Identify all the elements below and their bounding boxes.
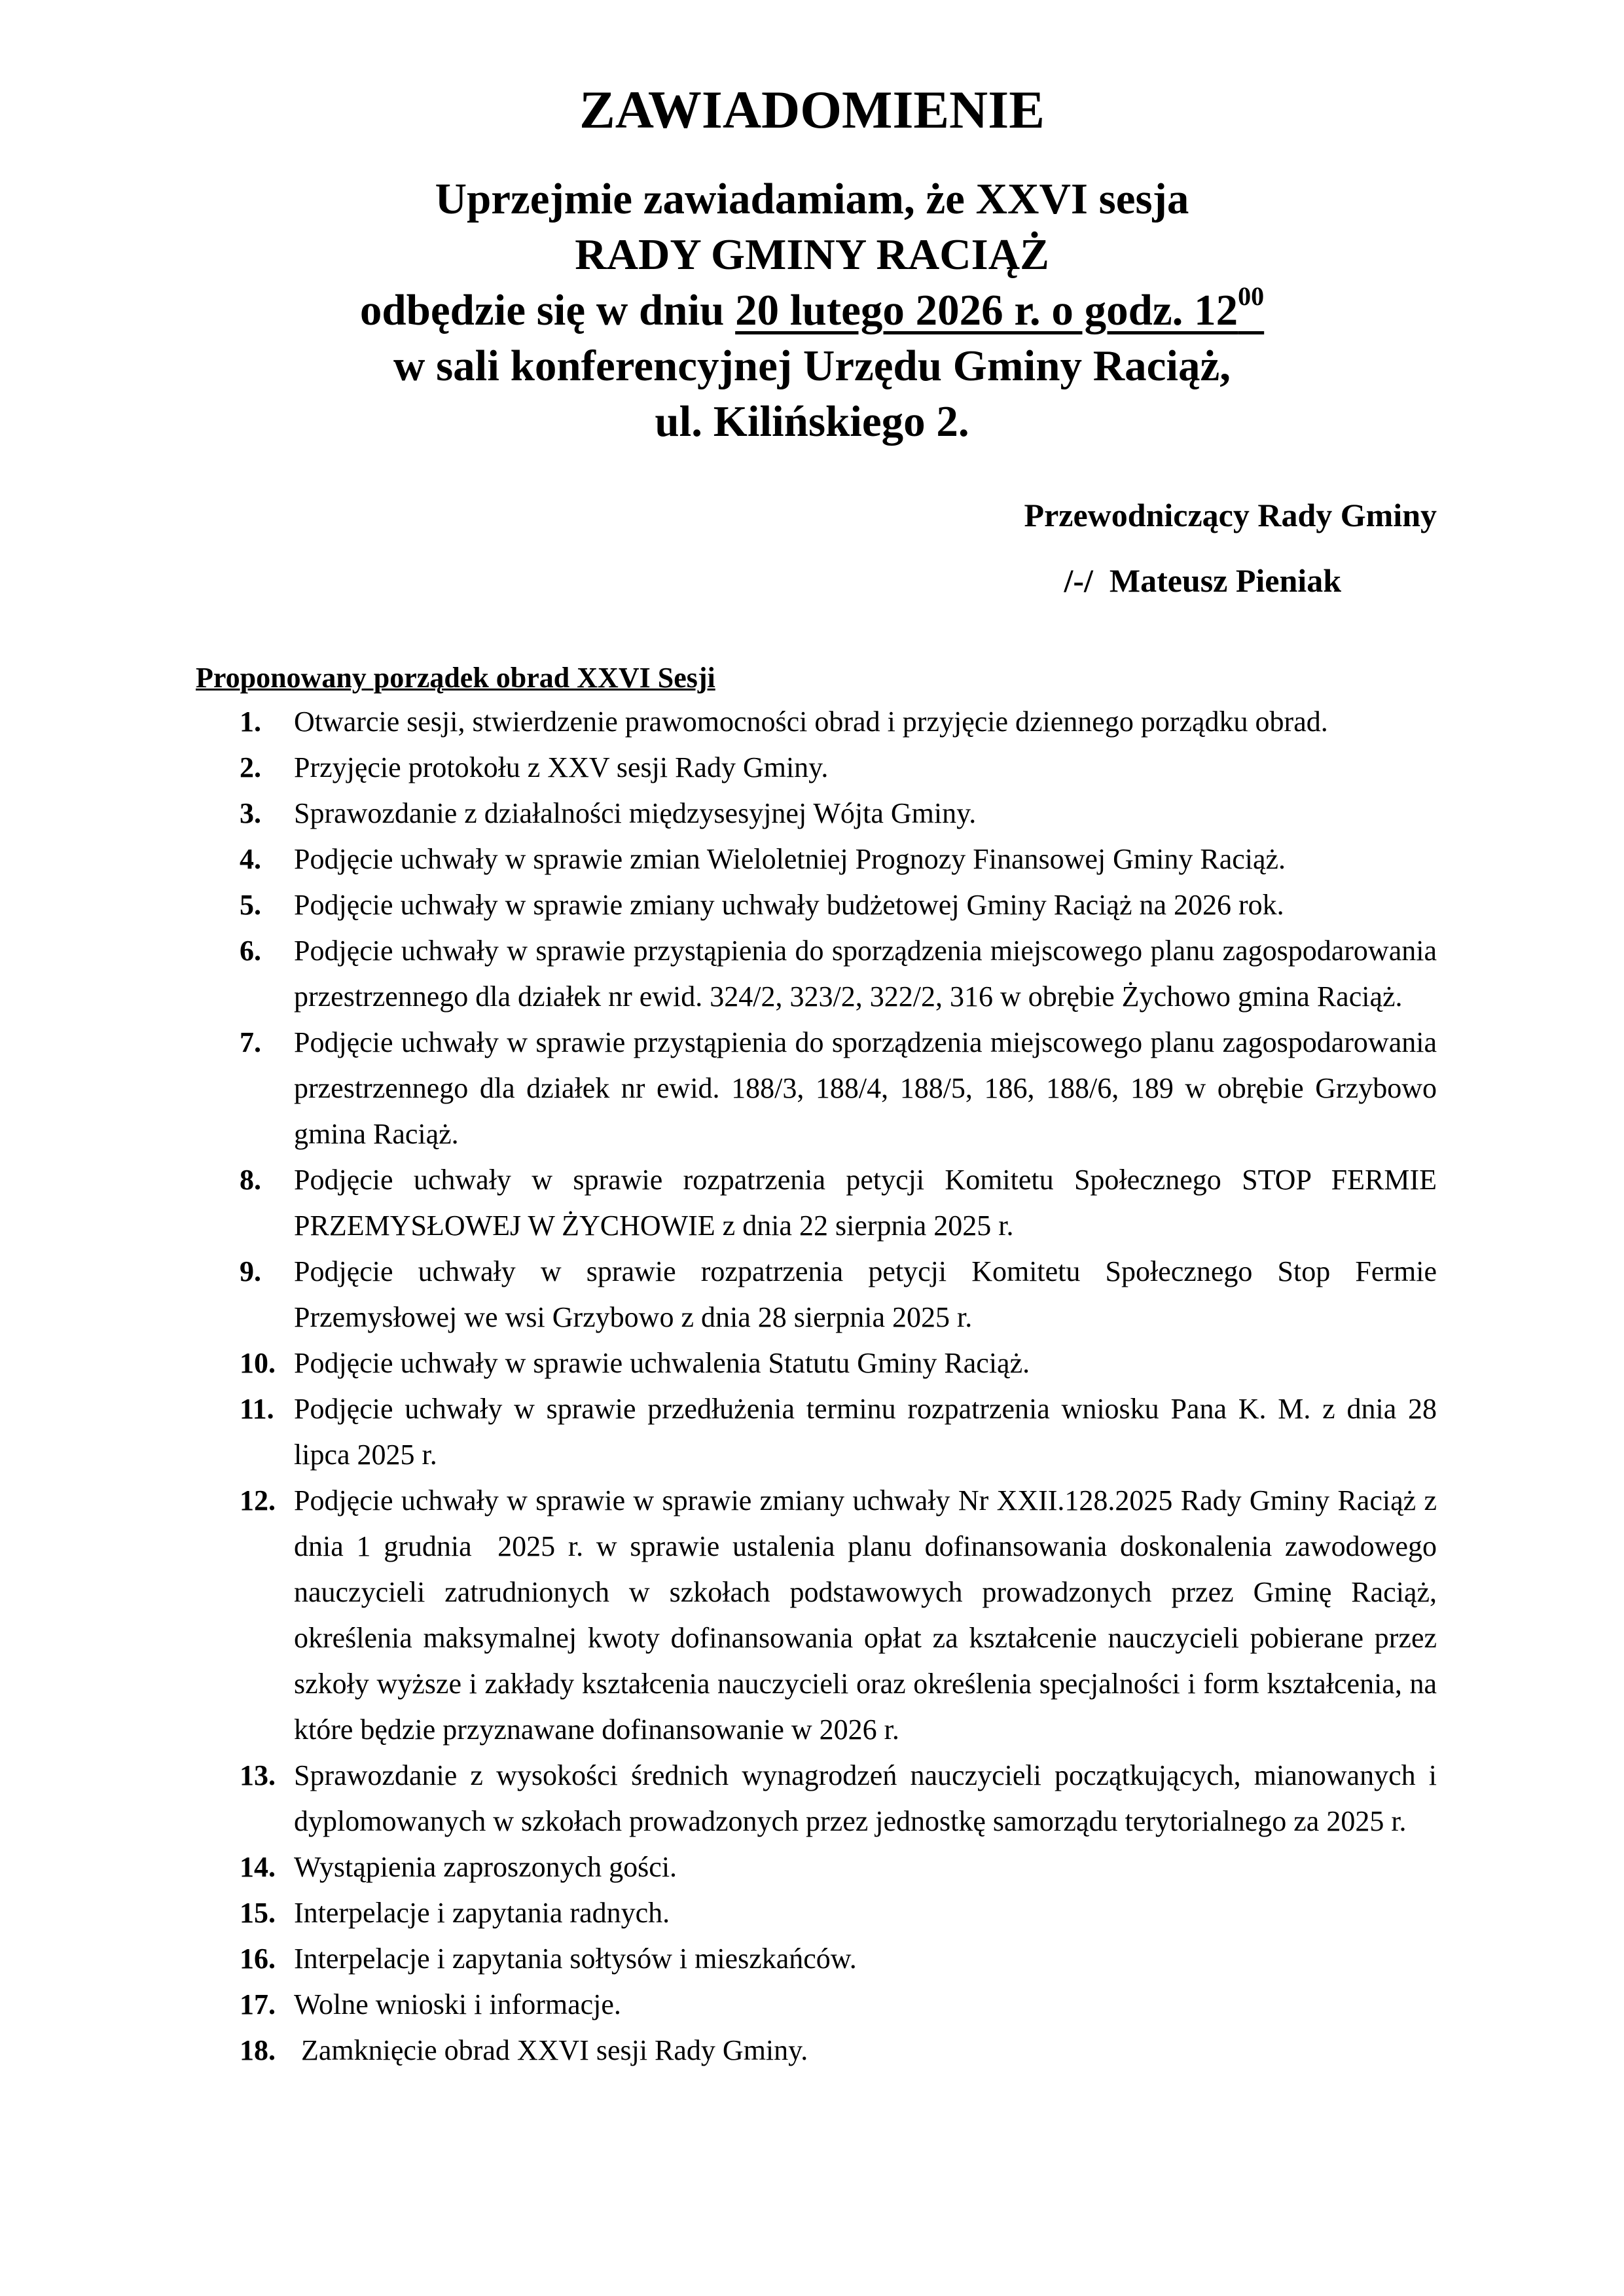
agenda-item-number: 9. [240,1255,261,1287]
agenda-item-text: Podjęcie uchwały w sprawie uchwalenia Statutu Gminy Raciąż. [294,1347,1030,1379]
agenda-item-text: Wystąpienia zaproszonych gości. [294,1851,677,1883]
agenda-item-number: 8. [240,1164,261,1196]
agenda-item [240,1844,1437,1890]
agenda-item [240,1478,1444,1753]
agenda-item-text: Interpelacje i zapytania sołtysów i mieszkańców. [294,1943,857,1975]
notice-line-2: RADY GMINY RACIĄŻ [575,230,1049,279]
agenda-item [240,1249,1444,1340]
notice-header [0,171,1624,450]
agenda-item-number: 7. [240,1026,261,1058]
agenda-item-text: Podjęcie uchwały w sprawie przedłużenia terminu rozpatrzenia wniosku Pana K. M. z dnia 28 lipca 2025 r. [294,1393,1444,1471]
agenda-item [240,928,1444,1020]
agenda-item-text: Zamknięcie obrad XXVI sesji Rady Gminy. [294,2034,808,2066]
agenda-item [240,1936,1437,1982]
agenda-item-text: Podjęcie uchwały w sprawie zmian Wieloletniej Prognozy Finansowej Gminy Raciąż. [294,843,1286,875]
agenda-item-text: Wolne wnioski i informacje. [294,1988,621,2020]
agenda-item-number: 1. [240,706,261,738]
agenda-item-number: 14. [240,1851,276,1883]
notice-line-1: Uprzejmie zawiadamiam, że XXVI sesja [435,175,1189,223]
agenda-list [240,699,1444,2073]
session-date: 20 lutego 2026 r. o godz. 12 [735,286,1238,334]
agenda-item [240,1890,1437,1936]
agenda-item-number: 6. [240,935,261,967]
agenda-item [240,836,1437,882]
agenda-item [240,699,1437,745]
agenda-item-number: 13. [240,1759,276,1791]
agenda-item [240,1157,1444,1249]
agenda-item [240,1753,1444,1844]
agenda-item-text: Podjęcie uchwały w sprawie rozpatrzenia petycji Komitetu Społecznego STOP FERMIE PRZEMYSŁOWEJ W ŻYCHOWIE z dnia 22 sierpnia 2025 r. [294,1164,1444,1242]
agenda-item-number: 18. [240,2034,276,2066]
agenda-item-number: 17. [240,1988,276,2020]
agenda-item-text: Podjęcie uchwały w sprawie przystąpienia do sporządzenia miejscowego planu zagospodarowania przestrzennego dla działek nr ewid. 324/2, 323/2, 322/2, 316 w obrębie Żychowo gmina Raciąż. [294,935,1444,1013]
agenda-item [240,1982,1437,2028]
agenda-item [240,882,1437,928]
agenda-item [240,1340,1437,1386]
agenda-item-text: Przyjęcie protokołu z XXV sesji Rady Gminy. [294,751,829,783]
agenda-item-number: 10. [240,1347,276,1379]
notice-line-4: w sali konferencyjnej Urzędu Gminy Raciąż, [393,342,1231,390]
agenda-item-number: 15. [240,1897,276,1929]
agenda-item-text: Interpelacje i zapytania radnych. [294,1897,670,1929]
agenda-item [240,791,1437,836]
agenda-item-number: 5. [240,889,261,921]
agenda-item-number: 4. [240,843,261,875]
agenda-item-text: Sprawozdanie z działalności międzysesyjnej Wójta Gminy. [294,797,977,829]
agenda-item-number: 3. [240,797,261,829]
notice-line-3 [0,283,1624,338]
notice-line-5: ul. Kilińskiego 2. [655,397,969,446]
chairman-role: Przewodniczący Rady Gminy [1024,497,1437,533]
agenda-item [240,1386,1444,1478]
agenda-item [240,745,1437,791]
agenda-item [240,2028,1437,2073]
agenda-item-text: Podjęcie uchwały w sprawie w sprawie zmiany uchwały Nr XXII.128.2025 Rady Gminy Raciąż z dnia 1 grudnia 2025 r. w sprawie ustalenia planu dofinansowania doskonalenia zawodowego nauczycieli zatrudnionych w szkołach podstawowych prowadzonych przez Gminę Raciąż, określenia maksymalnej kwoty dofinansowania opłat za kształcenie nauczycieli pobierane przez szkoły wyższe i zakłady kształcenia nauczycieli oraz określenia specjalności i form kształcenia, na które będzie przyznawane dofinansowanie w 2026 r. [294,1484,1444,1746]
notice-line-3-prefix: odbędzie się w dniu [359,286,736,334]
agenda-title: Proponowany porządek obrad XXVI Sesji [196,662,715,694]
agenda-item-text: Sprawozdanie z wysokości średnich wynagrodzeń nauczycieli początkujących, mianowanych i dyplomowanych w szkołach prowadzonych przez jednostkę samorządu terytorialnego za 2025 r. [294,1759,1444,1837]
agenda-item-number: 11. [240,1393,274,1425]
session-date-time [735,281,1265,334]
agenda-item-text: Otwarcie sesji, stwierdzenie prawomocności obrad i przyjęcie dziennego porządku obrad. [294,706,1328,738]
agenda-item-text: Podjęcie uchwały w sprawie przystąpienia do sporządzenia miejscowego planu zagospodarowania przestrzennego dla działek nr ewid. 188/3, 188/4, 188/5, 186, 188/6, 189 w obrębie Grzybowo gmina Raciąż. [294,1026,1444,1150]
chairman-name: /-/ Mateusz Pieniak [1064,562,1341,599]
agenda-item [240,1020,1444,1157]
agenda-item-text: Podjęcie uchwały w sprawie zmiany uchwały budżetowej Gminy Raciąż na 2026 rok. [294,889,1284,921]
agenda-item-number: 16. [240,1943,276,1975]
document-title: ZAWIADOMIENIE [579,80,1045,139]
session-minutes: 00 [1238,281,1265,311]
agenda-item-text: Podjęcie uchwały w sprawie rozpatrzenia petycji Komitetu Społecznego Stop Fermie Przemysłowej we wsi Grzybowo z dnia 28 sierpnia 2025 r. [294,1255,1444,1333]
agenda-item-number: 12. [240,1484,276,1516]
agenda-item-number: 2. [240,751,261,783]
